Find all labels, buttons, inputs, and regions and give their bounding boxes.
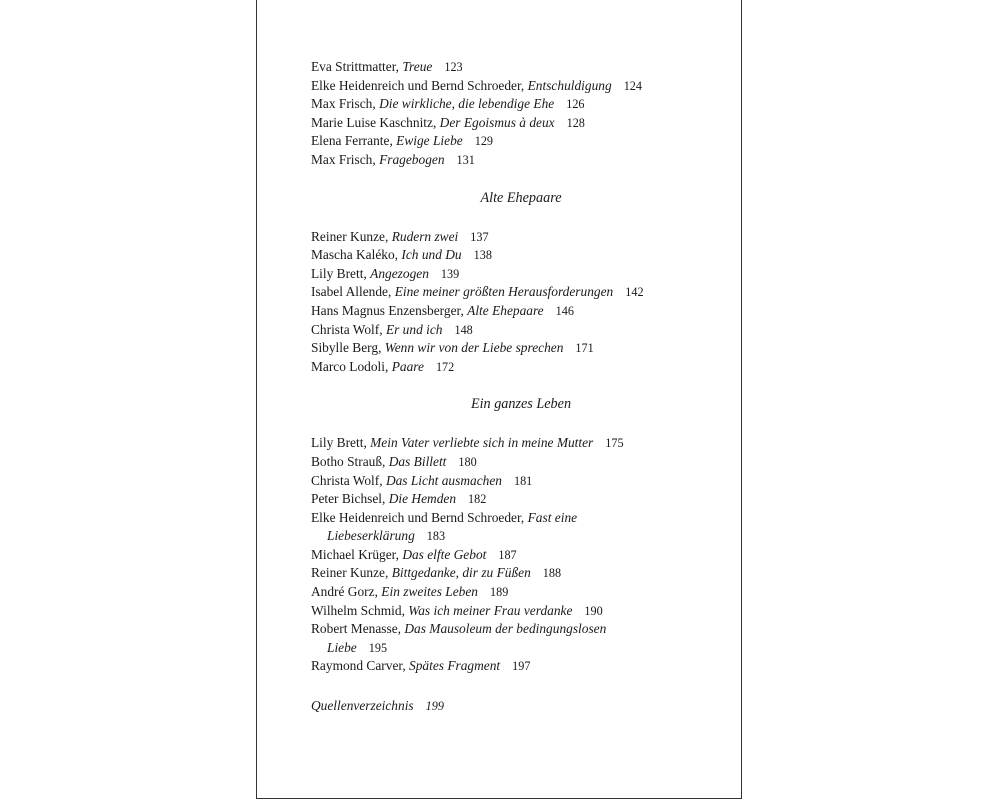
entry-author: Hans Magnus Enzensberger	[311, 302, 461, 318]
entry-title-continued: Liebe	[327, 639, 357, 655]
entry-page: 183	[426, 529, 446, 544]
toc-entry: Lily Brett, Angezogen 139	[311, 265, 460, 281]
entry-page: 124	[623, 78, 642, 93]
entry-title-continued: Liebeserklärung	[327, 528, 415, 544]
entry-author: Raymond Carver	[311, 658, 403, 674]
toc-entry: Reiner Kunze, Rudern zwei 137	[311, 228, 489, 244]
entry-title: Entschuldigung	[527, 77, 612, 93]
entry-page: 123	[444, 60, 463, 74]
entry-author: Botho Strauß	[311, 453, 383, 469]
entry-page: 175	[605, 436, 624, 451]
entry-title: Paare	[391, 358, 424, 374]
entry-author: Marie Luise Kaschnitz	[311, 114, 433, 130]
book-page	[256, 0, 742, 799]
entry-title: Fast eine	[527, 509, 578, 525]
sources-entry	[311, 697, 731, 716]
entry-page: 148	[454, 322, 473, 337]
entry-author: André Gorz	[311, 584, 375, 600]
entry-page: 180	[458, 454, 477, 469]
toc-entry: André Gorz, Ein zweites Leben 189	[311, 584, 509, 600]
toc-section	[311, 58, 731, 170]
entry-author: Max Frisch	[311, 151, 373, 167]
entry-author: Marco Lodoli	[311, 358, 386, 374]
entry-title: Ein zweites Leben	[381, 584, 478, 600]
toc-section	[311, 228, 731, 377]
toc-entry: Elke Heidenreich und Bernd Schroeder, Entschuldigung 124	[311, 77, 642, 93]
entry-page: 190	[584, 603, 603, 618]
entry-page: 172	[435, 359, 455, 374]
entry-author: Eva Strittmatter	[311, 59, 396, 74]
entry-title: Alte Ehepaare	[467, 302, 544, 318]
entry-page: 189	[490, 585, 509, 600]
toc-entry: Marco Lodoli, Paare 172	[311, 358, 455, 374]
toc-entry: Raymond Carver, Spätes Fragment 197	[311, 658, 531, 674]
toc-entry: Sibylle Berg, Wenn wir von der Liebe sprechen 171	[311, 340, 594, 356]
entry-title: Der Egoismus à deux	[439, 114, 555, 130]
toc-entry: Christa Wolf, Er und ich 148	[311, 321, 473, 337]
entry-page: 131	[456, 152, 475, 167]
toc-entry: Botho Strauß, Das Billett 180	[311, 453, 477, 469]
entry-page: 197	[512, 659, 531, 674]
entry-author: Michael Krüger	[311, 546, 396, 562]
entry-title: Ewige Liebe	[396, 133, 463, 149]
entry-page: 128	[566, 115, 585, 130]
toc-entry: Marie Luise Kaschnitz, Der Egoismus à deux 128	[311, 114, 585, 130]
sources-title: Quellenverzeichnis	[311, 698, 414, 714]
entry-title: Fragebogen	[379, 151, 445, 167]
entry-title: Er und ich	[385, 321, 443, 337]
entry-page: 142	[625, 285, 644, 300]
table-of-contents	[311, 58, 731, 716]
entry-page: 195	[368, 640, 388, 655]
entry-page: 187	[498, 547, 517, 562]
entry-author: Christa Wolf	[311, 321, 380, 337]
toc-entry: Elke Heidenreich und Bernd Schroeder, Fast eine Liebeserklärung 183	[311, 509, 578, 544]
toc-entry: Elena Ferrante, Ewige Liebe 129	[311, 133, 494, 149]
entry-author: Reiner Kunze	[311, 228, 385, 244]
entry-author: Sibylle Berg	[311, 340, 379, 356]
entry-title: Das Licht ausmachen	[385, 472, 502, 488]
entry-title: Die wirkliche, die lebendige Ehe	[379, 96, 555, 112]
toc-entry: Christa Wolf, Das Licht ausmachen 181	[311, 472, 533, 488]
entry-title: Treue	[402, 59, 433, 74]
entry-title: Rudern zwei	[391, 228, 459, 244]
entry-page: 181	[513, 473, 533, 488]
entry-author: Christa Wolf	[311, 472, 380, 488]
entry-author: Reiner Kunze	[311, 565, 385, 581]
entry-title: Die Hemden	[388, 491, 457, 507]
entry-author: Mascha Kaléko	[311, 247, 395, 263]
entry-title: Das Billett	[388, 453, 447, 469]
entry-page: 139	[440, 266, 460, 281]
entry-title: Wenn wir von der Liebe sprechen	[384, 340, 564, 356]
entry-page: 126	[566, 97, 585, 112]
toc-entry: Eva Strittmatter, Treue 123	[311, 59, 463, 74]
toc-entry: Peter Bichsel, Die Hemden 182	[311, 491, 487, 507]
toc-entry: Michael Krüger, Das elfte Gebot 187	[311, 546, 517, 562]
entry-title: Eine meiner größten Herausforderungen	[394, 284, 614, 300]
section-heading: Alte Ehepaare	[480, 189, 562, 206]
entry-author: Elke Heidenreich und Bernd Schroeder	[311, 77, 521, 93]
toc-entry: Wilhelm Schmid, Was ich meiner Frau verdanke 190	[311, 602, 603, 618]
toc-entry: Reiner Kunze, Bittgedanke, dir zu Füßen 188	[311, 565, 562, 581]
entry-page: 171	[575, 341, 594, 356]
toc-entry: Hans Magnus Enzensberger, Alte Ehepaare 146	[311, 302, 574, 318]
entry-title: Spätes Fragment	[409, 658, 501, 674]
sources-page: 199	[425, 699, 444, 714]
toc-entry: Max Frisch, Die wirkliche, die lebendige Ehe 126	[311, 96, 585, 112]
entry-title: Was ich meiner Frau verdanke	[408, 602, 573, 618]
entry-author: Elke Heidenreich und Bernd Schroeder	[311, 509, 521, 525]
toc-entry: Lily Brett, Mein Vater verliebte sich in meine Mutter 175	[311, 435, 624, 451]
entry-author: Max Frisch	[311, 96, 373, 112]
entry-page: 188	[542, 566, 562, 581]
toc-section	[311, 434, 731, 676]
toc-entry: Isabel Allende, Eine meiner größten Herausforderungen 142	[311, 284, 644, 300]
entry-author: Lily Brett	[311, 265, 364, 281]
entry-title: Mein Vater verliebte sich in meine Mutter	[370, 435, 594, 451]
section-heading: Ein ganzes Leben	[470, 396, 572, 413]
entry-page: 146	[555, 303, 574, 318]
entry-title: Ich und Du	[401, 247, 462, 263]
entry-title: Das elfte Gebot	[402, 546, 487, 562]
entry-author: Wilhelm Schmid	[311, 602, 402, 618]
entry-author: Lily Brett	[311, 435, 364, 451]
entry-title: Angezogen	[370, 265, 429, 281]
entry-page: 182	[468, 492, 487, 507]
entry-page: 129	[474, 134, 494, 149]
entry-author: Robert Menasse	[311, 621, 398, 637]
entry-title: Bittgedanke, dir zu Füßen	[391, 565, 531, 581]
toc-entry: Max Frisch, Fragebogen 131	[311, 151, 475, 167]
toc-entry: Robert Menasse, Das Mausoleum der bedingungslosen Liebe 195	[311, 621, 607, 655]
entry-author: Elena Ferrante	[311, 133, 390, 149]
toc-entry: Mascha Kaléko, Ich und Du 138	[311, 247, 492, 263]
entry-page: 137	[470, 229, 489, 244]
entry-title: Das Mausoleum der bedingungslosen	[404, 621, 607, 637]
entry-author: Peter Bichsel	[311, 491, 383, 507]
entry-author: Isabel Allende	[311, 284, 388, 300]
entry-page: 138	[473, 248, 492, 263]
